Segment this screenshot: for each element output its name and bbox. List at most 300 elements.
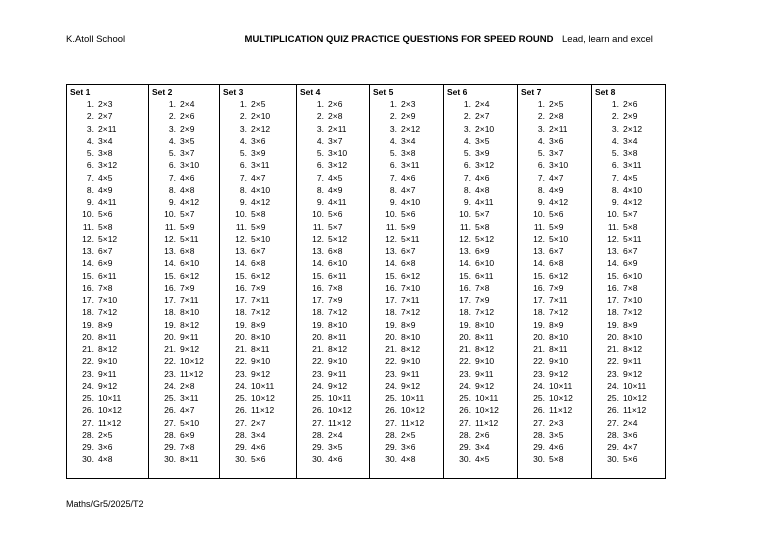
question-number: 10. [82, 209, 94, 220]
question-item [67, 123, 148, 135]
question-expression: 2×3 [98, 99, 113, 109]
question-number: 26. [235, 405, 247, 416]
question-number: 30. [533, 454, 545, 465]
question-expression: 3×6 [623, 429, 638, 440]
question-expression: 4×5 [98, 172, 113, 183]
question-expression: 5×6 [401, 209, 416, 220]
question-item [444, 355, 517, 367]
question-number: 4. [389, 135, 397, 146]
question-item [444, 257, 517, 269]
question-expression: 4×10 [251, 184, 271, 195]
question-expression: 2×4 [328, 429, 343, 440]
question-expression: 7×12 [328, 307, 348, 318]
question-expression: 7×11 [251, 295, 270, 305]
question-number: 9. [389, 197, 397, 207]
school-motto: Lead, learn and excel [562, 34, 653, 45]
question-expression: 6×7 [251, 246, 266, 256]
question-item [370, 380, 443, 392]
question-number: 5. [537, 148, 545, 158]
question-expression: 11×12 [623, 405, 647, 416]
question-item [518, 257, 591, 269]
question-number: 8. [611, 184, 619, 195]
question-expression: 3×11 [401, 160, 420, 171]
question-item [444, 208, 517, 220]
question-expression: 9×11 [328, 368, 347, 379]
set-title: Set 8 [595, 87, 616, 97]
question-number: 5. [86, 148, 94, 158]
question-number: 8. [537, 184, 545, 195]
question-expression: 2×9 [401, 111, 416, 122]
question-number: 3. [316, 123, 324, 134]
set-title: Set 3 [223, 87, 244, 97]
question-number: 10. [312, 209, 324, 220]
set-title: Set 1 [70, 87, 91, 97]
question-number: 12. [459, 233, 471, 244]
question-item [518, 98, 591, 110]
question-number: 14. [607, 258, 619, 269]
question-expression: 10×11 [475, 393, 499, 403]
question-expression: 7×12 [549, 307, 569, 318]
question-expression: 9×10 [549, 356, 569, 367]
question-item [370, 319, 443, 331]
question-number: 26. [533, 405, 545, 416]
question-item [149, 429, 219, 441]
question-number: 19. [459, 319, 471, 330]
question-item [370, 159, 443, 171]
question-number: 3. [168, 123, 176, 134]
question-number: 10. [164, 209, 176, 220]
question-expression: 5×8 [623, 221, 638, 232]
question-item [592, 208, 667, 220]
question-number: 6. [537, 160, 545, 171]
question-item [67, 306, 148, 318]
question-item [149, 123, 219, 135]
question-item [518, 453, 591, 465]
question-expression: 9×12 [251, 368, 271, 379]
question-item [220, 306, 296, 318]
question-item [297, 172, 369, 184]
question-number: 24. [164, 380, 176, 391]
question-number: 23. [385, 368, 397, 379]
question-number: 17. [312, 295, 324, 305]
question-expression: 2×12 [623, 123, 643, 134]
set-title: Set 2 [152, 87, 173, 97]
question-expression: 4×9 [328, 184, 343, 195]
question-number: 16. [164, 282, 176, 293]
question-item [518, 429, 591, 441]
question-item [220, 245, 296, 257]
question-item [592, 429, 667, 441]
question-item [444, 392, 517, 404]
question-item [592, 147, 667, 159]
question-item [220, 343, 296, 355]
question-expression: 8×10 [180, 307, 200, 318]
question-expression: 3×6 [401, 442, 416, 452]
question-number: 3. [611, 123, 619, 134]
question-expression: 2×5 [251, 99, 266, 109]
question-expression: 9×12 [401, 380, 421, 391]
question-item [518, 368, 591, 380]
question-expression: 9×11 [623, 356, 642, 367]
question-item [444, 368, 517, 380]
question-expression: 5×6 [251, 454, 266, 465]
question-number: 17. [164, 295, 176, 305]
question-number: 27. [385, 417, 397, 428]
question-expression: 5×10 [251, 233, 271, 244]
question-number: 24. [533, 380, 545, 391]
question-expression: 5×7 [328, 221, 343, 232]
question-item [297, 221, 369, 233]
question-number: 15. [385, 270, 397, 281]
question-item [518, 441, 591, 453]
question-item [149, 221, 219, 233]
question-number: 24. [82, 380, 94, 391]
question-expression: 6×10 [328, 258, 348, 269]
question-number: 14. [533, 258, 545, 269]
question-item [149, 453, 219, 465]
question-number: 20. [82, 331, 94, 342]
question-number: 20. [533, 331, 545, 342]
question-item [370, 233, 443, 245]
question-item [297, 306, 369, 318]
question-item [67, 331, 148, 343]
question-number: 2. [463, 111, 471, 122]
question-item [149, 135, 219, 147]
question-expression: 4×11 [475, 197, 494, 207]
question-item [444, 245, 517, 257]
question-item [67, 355, 148, 367]
question-expression: 8×11 [328, 331, 347, 342]
question-number: 9. [86, 197, 94, 207]
question-number: 6. [316, 160, 324, 171]
question-expression: 5×7 [623, 209, 638, 220]
question-expression: 4×6 [328, 454, 343, 465]
question-item [444, 441, 517, 453]
question-item [592, 110, 667, 122]
question-number: 13. [235, 246, 247, 256]
question-number: 12. [164, 233, 176, 244]
question-item [220, 429, 296, 441]
question-expression: 3×4 [623, 135, 638, 146]
question-number: 22. [533, 356, 545, 367]
question-expression: 2×8 [328, 111, 343, 122]
question-expression: 5×6 [328, 209, 343, 220]
question-expression: 2×4 [475, 99, 490, 109]
question-expression: 8×12 [328, 344, 348, 354]
question-number: 15. [164, 270, 176, 281]
question-expression: 2×12 [401, 123, 421, 134]
question-expression: 8×10 [623, 331, 643, 342]
question-expression: 9×10 [401, 356, 421, 367]
question-number: 22. [82, 356, 94, 367]
question-expression: 3×4 [251, 429, 266, 440]
question-number: 21. [312, 344, 324, 354]
question-number: 11. [607, 221, 619, 232]
question-expression: 6×12 [549, 270, 569, 281]
question-expression: 6×9 [98, 258, 113, 269]
question-number: 14. [385, 258, 397, 269]
question-expression: 8×9 [549, 319, 564, 330]
question-item [444, 331, 517, 343]
question-item [149, 355, 219, 367]
question-item [444, 196, 517, 208]
question-expression: 7×10 [98, 295, 118, 305]
question-expression: 11×12 [475, 417, 499, 428]
question-expression: 8×12 [180, 319, 200, 330]
question-expression: 3×12 [98, 160, 118, 171]
question-expression: 6×8 [251, 258, 266, 269]
question-expression: 2×9 [180, 123, 195, 134]
question-item [370, 257, 443, 269]
question-item [297, 135, 369, 147]
question-number: 1. [463, 99, 471, 109]
question-number: 2. [168, 111, 176, 122]
set-column [297, 85, 370, 478]
question-number: 1. [239, 99, 247, 109]
question-item [67, 368, 148, 380]
question-number: 20. [459, 331, 471, 342]
question-item [67, 282, 148, 294]
question-item [67, 429, 148, 441]
question-expression: 5×10 [549, 233, 569, 244]
question-expression: 3×12 [475, 160, 495, 171]
question-number: 23. [82, 368, 94, 379]
question-number: 5. [389, 148, 397, 158]
question-number: 6. [86, 160, 94, 171]
question-number: 26. [385, 405, 397, 416]
question-number: 9. [168, 197, 176, 207]
question-expression: 7×12 [251, 307, 271, 318]
set-column [370, 85, 444, 478]
question-item [220, 147, 296, 159]
question-expression: 4×7 [623, 442, 638, 452]
question-item [444, 404, 517, 416]
question-number: 8. [86, 184, 94, 195]
question-item [67, 294, 148, 306]
question-expression: 4×12 [251, 197, 271, 207]
question-item [592, 368, 667, 380]
question-expression: 6×12 [251, 270, 271, 281]
question-number: 4. [86, 135, 94, 146]
question-number: 4. [316, 135, 324, 146]
question-number: 2. [239, 111, 247, 122]
question-expression: 5×9 [401, 221, 416, 232]
question-number: 25. [385, 393, 397, 403]
question-item [297, 196, 369, 208]
question-number: 8. [463, 184, 471, 195]
question-expression: 8×9 [401, 319, 416, 330]
question-expression: 4×6 [180, 172, 195, 183]
question-number: 9. [611, 197, 619, 207]
question-number: 7. [463, 172, 471, 183]
question-number: 5. [239, 148, 247, 158]
question-item [297, 355, 369, 367]
set-column [518, 85, 592, 478]
question-number: 4. [611, 135, 619, 146]
question-item [444, 319, 517, 331]
question-expression: 10×12 [180, 356, 204, 367]
question-expression: 5×8 [549, 454, 564, 465]
question-number: 21. [235, 344, 247, 354]
question-number: 6. [168, 160, 176, 171]
question-item [444, 123, 517, 135]
question-item [592, 417, 667, 429]
question-expression: 4×7 [549, 172, 564, 183]
question-expression: 5×10 [180, 417, 200, 428]
question-expression: 8×10 [549, 331, 569, 342]
set-column [149, 85, 220, 478]
question-number: 26. [164, 405, 176, 416]
question-item [297, 417, 369, 429]
question-number: 3. [86, 123, 94, 134]
question-item [518, 110, 591, 122]
question-item [220, 257, 296, 269]
question-number: 22. [164, 356, 176, 367]
question-number: 10. [607, 209, 619, 220]
question-item [592, 221, 667, 233]
question-item [444, 172, 517, 184]
question-number: 29. [235, 442, 247, 452]
question-number: 4. [463, 135, 471, 146]
question-expression: 9×12 [328, 380, 348, 391]
question-item [149, 172, 219, 184]
question-number: 11. [385, 221, 397, 232]
question-expression: 7×9 [549, 282, 564, 293]
question-number: 21. [164, 344, 176, 354]
question-item [518, 270, 591, 282]
question-expression: 10×12 [401, 405, 425, 416]
question-item [220, 417, 296, 429]
question-item [370, 135, 443, 147]
question-number: 27. [533, 417, 545, 428]
question-expression: 8×11 [98, 331, 117, 342]
question-expression: 3×10 [180, 160, 200, 171]
question-expression: 7×8 [475, 282, 490, 293]
question-expression: 9×12 [549, 368, 569, 379]
question-item [220, 208, 296, 220]
question-number: 4. [239, 135, 247, 146]
question-number: 21. [607, 344, 619, 354]
question-item [518, 159, 591, 171]
question-number: 1. [611, 99, 619, 109]
question-expression: 9×11 [401, 368, 420, 379]
question-number: 18. [459, 307, 471, 318]
question-expression: 9×10 [98, 356, 118, 367]
question-number: 20. [164, 331, 176, 342]
question-item [592, 306, 667, 318]
set-column [592, 85, 667, 478]
question-expression: 4×12 [180, 197, 200, 207]
question-number: 28. [312, 429, 324, 440]
question-item [149, 98, 219, 110]
question-item [444, 306, 517, 318]
question-expression: 5×6 [623, 454, 638, 465]
question-expression: 4×9 [549, 184, 564, 195]
question-number: 30. [385, 454, 397, 465]
question-item [370, 331, 443, 343]
question-expression: 2×6 [180, 111, 195, 122]
question-number: 18. [607, 307, 619, 318]
question-number: 10. [235, 209, 247, 220]
question-number: 16. [385, 282, 397, 293]
question-number: 4. [168, 135, 176, 146]
question-item [518, 221, 591, 233]
question-item [592, 380, 667, 392]
question-item [592, 257, 667, 269]
question-expression: 3×8 [623, 148, 638, 158]
question-expression: 7×8 [98, 282, 113, 293]
question-number: 16. [533, 282, 545, 293]
question-number: 18. [312, 307, 324, 318]
question-expression: 2×4 [180, 99, 195, 109]
question-item [149, 392, 219, 404]
question-number: 22. [385, 356, 397, 367]
page-title: MULTIPLICATION QUIZ PRACTICE QUESTIONS FOR SPEED ROUND [244, 34, 554, 45]
question-expression: 2×5 [401, 429, 416, 440]
question-expression: 5×11 [401, 233, 420, 244]
question-number: 8. [316, 184, 324, 195]
question-expression: 9×11 [98, 368, 117, 379]
question-number: 2. [611, 111, 619, 122]
question-item [370, 98, 443, 110]
question-item [67, 270, 148, 282]
question-number: 14. [459, 258, 471, 269]
question-expression: 3×4 [98, 135, 113, 146]
question-item [67, 221, 148, 233]
question-number: 18. [235, 307, 247, 318]
question-expression: 8×11 [251, 344, 270, 354]
question-item [149, 245, 219, 257]
question-item [444, 380, 517, 392]
question-expression: 3×10 [549, 160, 569, 171]
question-item [444, 233, 517, 245]
question-expression: 5×12 [475, 233, 495, 244]
question-number: 12. [235, 233, 247, 244]
question-item [149, 380, 219, 392]
question-expression: 7×12 [401, 307, 421, 318]
question-expression: 9×10 [475, 356, 495, 367]
question-expression: 3×7 [549, 148, 564, 158]
set-column [67, 85, 149, 478]
question-item [149, 257, 219, 269]
question-number: 25. [235, 393, 247, 403]
question-item [444, 453, 517, 465]
question-number: 12. [385, 233, 397, 244]
question-number: 30. [459, 454, 471, 465]
question-expression: 3×11 [251, 160, 270, 171]
question-number: 27. [82, 417, 94, 428]
question-item [149, 417, 219, 429]
question-number: 19. [533, 319, 545, 330]
question-expression: 2×5 [98, 429, 113, 440]
question-item [67, 159, 148, 171]
question-expression: 9×12 [623, 368, 643, 379]
question-item [297, 208, 369, 220]
question-item [444, 159, 517, 171]
question-item [67, 453, 148, 465]
question-number: 17. [385, 295, 397, 305]
question-number: 26. [607, 405, 619, 416]
question-number: 5. [463, 148, 471, 158]
question-expression: 4×6 [549, 442, 564, 452]
question-item [592, 184, 667, 196]
question-number: 24. [235, 380, 247, 391]
question-item [444, 282, 517, 294]
question-item [149, 331, 219, 343]
question-number: 10. [533, 209, 545, 220]
question-expression: 3×4 [475, 442, 490, 452]
question-number: 2. [389, 111, 397, 122]
